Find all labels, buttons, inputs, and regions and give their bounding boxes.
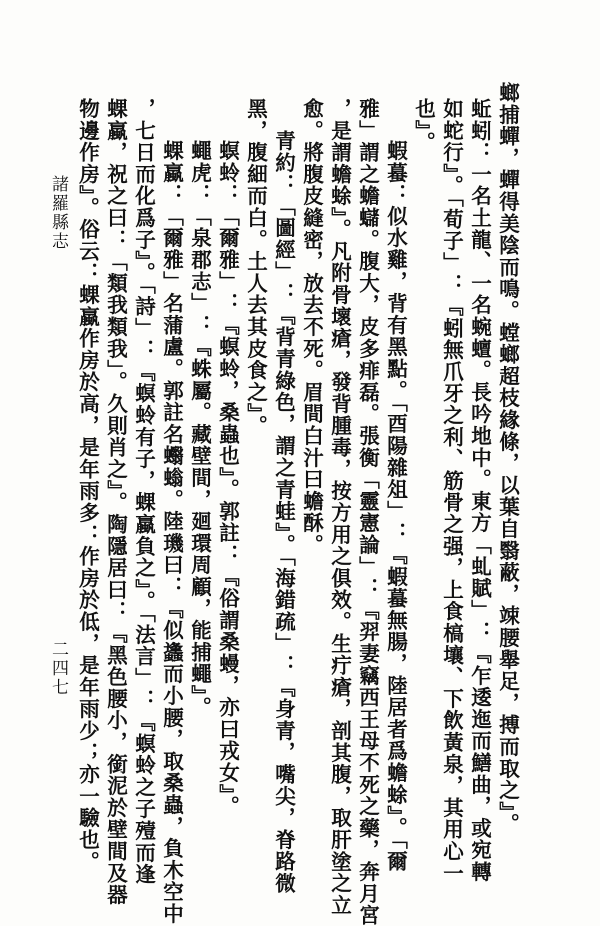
text-column: 黑，腹細而白。土人去其皮食之』。 xyxy=(243,98,268,437)
text-column: 蝦蟇：似水雞，背有黑點。「酉陽雜俎」：『蝦蟇無腸，陸居者爲蟾蜍』。「爾 xyxy=(383,140,408,873)
text-column: ，七日而化爲子』。「詩」：『螟蛉有子，蜾蠃負之』。「法言」：『螟蛉之子殪而逢 xyxy=(131,98,156,886)
text-column: 蠅虎：「泉郡志」：『蛛屬。藏壁間，廻環周顧，能捕蠅』。 xyxy=(187,140,212,719)
text-column: 蜾蠃，祝之曰：「類我類我」。久則肖之』。陶隱居曰：『黑色腰小，銜泥於壁間及器 xyxy=(103,98,128,906)
text-column: 如蛇行』。「荀子」：『蚓無爪牙之利、筋骨之强，上食槁壤、下飲黃泉，其用心一 xyxy=(439,98,464,885)
text-column: 也』。 xyxy=(411,98,436,154)
text-column: 螟蛉：「爾雅」：『螟蛉，桑蟲也』。郭註：『俗謂桑蟃，亦曰戎女』。 xyxy=(215,140,240,818)
text-column: 螂捕蟬，蟬得美陰而鳴。螳螂超枝緣條，以葉自翳蔽，竦腰舉足，搏而取之』。 xyxy=(495,82,520,835)
page-number: 二四七 xyxy=(48,640,68,697)
book-title: 諸羅縣志 xyxy=(48,175,68,251)
text-column: 蜾蠃：「爾雅」名蒲盧。郭註名蠮螉。陸璣曰：『似蠭而小腰，取桑蟲，負木空中 xyxy=(159,140,184,925)
text-column: 雅」謂之蟾蠩。腹大，皮多痱磊。張衡「靈憲論」：『羿妻竊西王母不死之藥，奔月宮 xyxy=(355,98,380,926)
text-column: 愈。將腹皮縫密，放去不死。眉間白汁曰蟾酥。 xyxy=(299,98,324,556)
text-column: ，是謂蟾蜍』。凡附骨壞瘡，發背腫毒，按方用之俱效。生疔瘡，剖其腹，取肝塗之立 xyxy=(327,98,352,917)
text-column: 蚯蚓：一名土龍、一名蜿蟺。長吟地中。東方「虬賦」：『乍逶迤而鱔曲，或宛轉 xyxy=(467,98,492,883)
text-column: 青約：「圖經」：『背青綠色，謂之青蛙』。「海錯疏」：『身青，嘴尖，脊路微 xyxy=(271,130,296,895)
text-column: 物邊作房』。俗云：蜾蠃作房於高，是年雨多：作房於低，是年雨少；亦一驗也。 xyxy=(75,98,100,873)
